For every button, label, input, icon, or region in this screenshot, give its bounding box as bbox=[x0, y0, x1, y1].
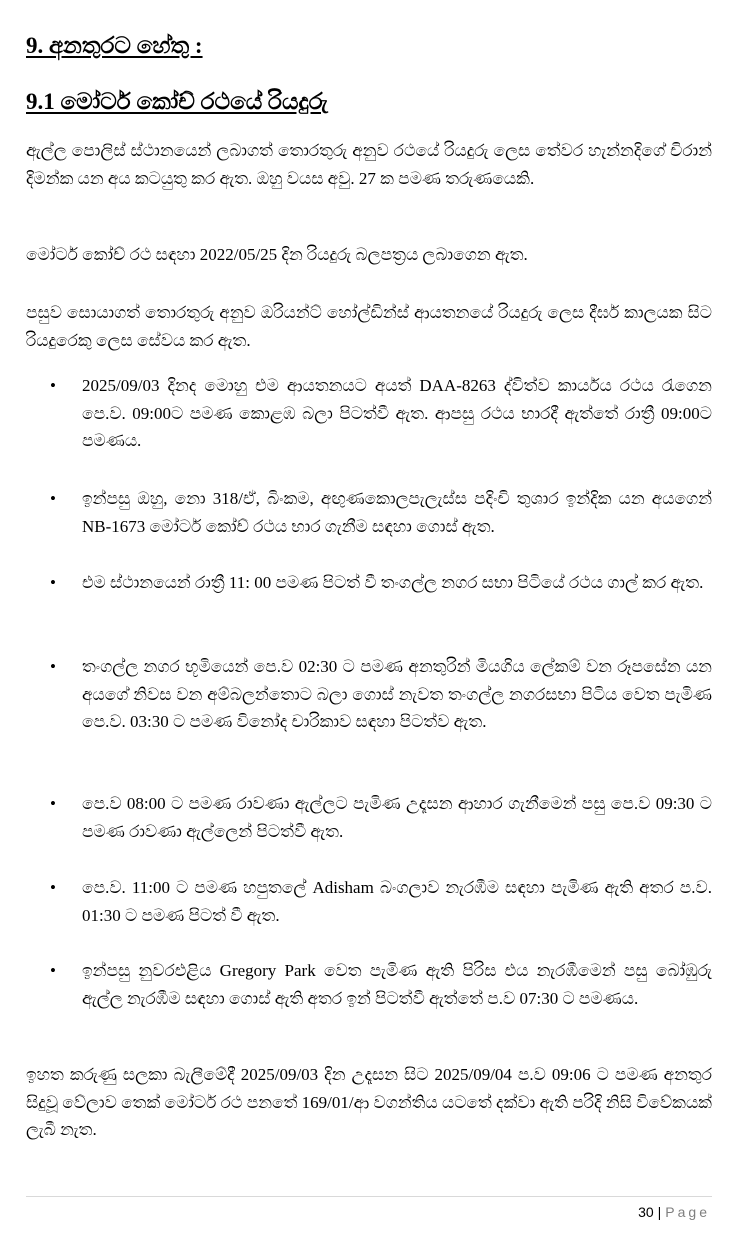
page-label: Page bbox=[665, 1204, 710, 1220]
list-item bbox=[50, 874, 712, 929]
page-footer bbox=[638, 1203, 710, 1221]
paragraph-license-date: මෝටර් කෝච් රථ සඳහා 2022/05/25 දින රියදුරු බලපත්‍රය ලබාගෙන ඇත. bbox=[26, 245, 528, 264]
paragraph-employment: පසුව සොයාගත් තොරතුරු අනුව ඔරියන්ට් හෝල්ඩින්ස් ආයතනයේ රියදුරු ලෙස දීර්ඝ කාලයක සිට රියදුරෙකු ලෙස සේවය කර ඇත. bbox=[26, 303, 712, 350]
footer-divider bbox=[26, 1196, 712, 1197]
bullet-marker: • bbox=[50, 794, 56, 813]
bullet-marker: • bbox=[50, 657, 56, 676]
list-item-text: එම ස්ථානයෙන් රාත්‍රී 11: 00 පමණ පිටත් වී තංගල්ල නගර සභා පිටියේ රථය ගාල් කර ඇත. bbox=[82, 573, 704, 592]
bullet-marker: • bbox=[50, 878, 56, 897]
list-item bbox=[50, 790, 712, 845]
list-item-text: 2025/09/03 දිනද මොහු එම ආයතනයට අයත් DAA-8263 ද්විත්ව කාර්යය රථය රැගෙන පෙ.ව. 09:00ට පමණ කොළඹ බලා පිටත්වී ඇත. ආපසු රථය භාරදී ඇත්තේ රාත්‍රී 09:00ට පමණය. bbox=[82, 376, 712, 450]
bullet-marker: • bbox=[50, 573, 56, 592]
section-heading: 9. අනතුරට හේතු : bbox=[26, 33, 203, 58]
list-item-text: පෙ.ව. 11:00 ට පමණ හපුතලේ Adisham බංගලාව නැරඹීම සඳහා පැමිණ ඇති අතර ප.ව. 01:30 ට පමණ පිටත් වී ඇත. bbox=[82, 878, 712, 925]
list-item-text: ඉන්පසු නුවරඑළිය Gregory Park වෙත පැමිණ ඇති පිරිස එය නැරඹීමෙන් පසු බෝඹුරු ඇල්ල නැරඹීම සඳහා ගොස් ඇති අතර ඉන් පිටත්වී ඇත්තේ ප.ව 07:30 ට පමණය. bbox=[82, 961, 712, 1008]
page-number: 30 bbox=[638, 1204, 654, 1220]
list-item bbox=[50, 957, 712, 1012]
paragraph-driver-identity: ඇල්ල පොලිස් ස්ථානයෙන් ලබාගත් තොරතුරු අනුව රථයේ රියදුරු ලෙස තේවර හැන්නදිගේ චිරාන් දිමන්ක යන අය කටයුතු කර ඇත. ඔහු වයස අවු. 27 ක පමණ තරුණයෙකි. bbox=[26, 141, 712, 188]
subsection-heading: 9.1 මෝටර් කෝච් රථයේ රියදුරු bbox=[26, 89, 328, 114]
list-item-text: පෙ.ව 08:00 ට පමණ රාවණා ඇල්ලට පැමිණ උදෑසන ආහාර ගැනීමෙන් පසු පෙ.ව 09:30 ට පමණ රාවණා ඇල්ලෙන් පිටත්වී ඇත. bbox=[82, 794, 712, 841]
bullet-marker: • bbox=[50, 489, 56, 508]
footer-separator: | bbox=[657, 1204, 662, 1220]
list-item bbox=[50, 485, 712, 540]
paragraph-conclusion: ඉහත කරුණු සලකා බැලීමේදී 2025/09/03 දින උදෑසන සිට 2025/09/04 ප.ව 09:06 ට පමණ අනතුර සිදුවූ වේලාව තෙක් මෝටර් රථ පනතේ 169/01/ආ වගන්තිය යටතේ දක්වා ඇති පරිදි නිසි විවේකයක් ලැබී නැත. bbox=[26, 1065, 712, 1139]
list-item bbox=[50, 372, 712, 455]
list-item-text: ඉන්පසු ඔහු, නො 318/ඒ, බිංකම, අඟුණකොලපැලැස්ස පදිංචි තුශාර ඉන්දික යන අයගෙන් NB-1673 මෝටර් කෝච් රථය භාර ගැනීම සඳහා ගොස් ඇත. bbox=[82, 489, 712, 536]
bullet-marker: • bbox=[50, 961, 56, 980]
bullet-marker: • bbox=[50, 376, 56, 395]
list-item bbox=[50, 653, 712, 736]
list-item bbox=[50, 569, 712, 597]
list-item-text: තංගල්ල නගර භූමියෙන් පෙ.ව 02:30 ට පමණ අනතුරින් මියගිය ලේකම් වන රූපසේන යන අයගේ නිවස වන අම්බලන්තොට බලා ගොස් නැවත තංගල්ල නගරසභා පිටිය වෙත පැමිණ පෙ.ව. 03:30 ට පමණ විනෝද චාරිකාව සඳහා පිටත්ව ඇත. bbox=[82, 657, 712, 731]
